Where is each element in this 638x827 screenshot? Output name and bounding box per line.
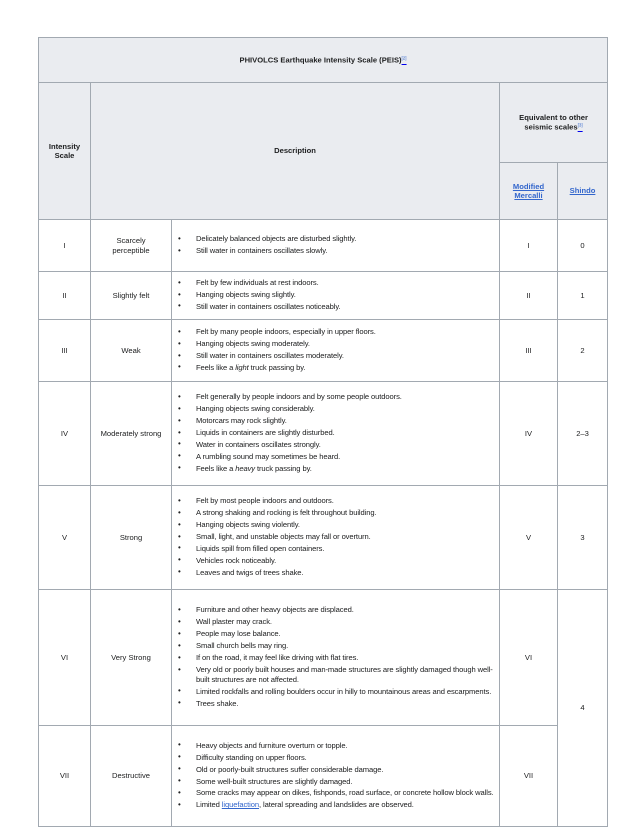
effect-item: • Felt by many people indoors, especially in upper floors. (176, 327, 495, 336)
effect-item: • Felt by most people indoors and outdoors. (176, 496, 495, 505)
intensity-name-cell: Weak (91, 320, 172, 382)
effect-item: • People may lose balance. (176, 629, 495, 638)
table-row (39, 382, 608, 486)
intensity-name-cell: Scarcely perceptible (91, 220, 172, 272)
table-row (39, 726, 608, 827)
effect-item: • Furniture and other heavy objects are displaced. (176, 605, 495, 614)
effects-list (176, 278, 495, 311)
intensity-name-cell: Destructive (91, 726, 172, 827)
effect-item: • Small church bells may ring. (176, 641, 495, 650)
effect-text: Feels like a (196, 463, 236, 473)
shindo-cell: 0 (558, 220, 608, 272)
effect-item: • Limited rockfalls and rolling boulders occur in hilly to mountainous areas and escarpments. (176, 687, 495, 696)
effects-list (176, 605, 495, 708)
shindo-link[interactable]: Shindo (569, 186, 596, 196)
mercalli-cell: VI (500, 590, 558, 726)
effect-item: • Very old or poorly built houses and man-made structures are slightly damaged though well-built structures are not affected. (176, 665, 495, 684)
effect-item: • Hanging objects swing slightly. (176, 290, 495, 299)
intensity-name-cell: Strong (91, 486, 172, 590)
effect-item: • Water in containers oscillates strongly. (176, 440, 495, 449)
intensity-scale-cell: VI (39, 590, 91, 726)
intensity-scale-table (38, 37, 608, 827)
shindo-cell: 3 (558, 486, 608, 590)
effect-item: • Some well-built structures are slightly damaged. (176, 777, 495, 786)
table-row (39, 272, 608, 320)
effects-list (176, 392, 495, 473)
mercalli-cell: VII (500, 726, 558, 827)
effect-item: • Old or poorly-built structures suffer considerable damage. (176, 765, 495, 774)
effect-item: • Motorcars may rock slightly. (176, 416, 495, 425)
intensity-scale-cell: IV (39, 382, 91, 486)
effect-item: • Difficulty standing on upper floors. (176, 753, 495, 762)
effect-item: • If on the road, it may feel like driving with flat tires. (176, 653, 495, 662)
effect-text: truck passing by. (248, 362, 306, 372)
table-row (39, 220, 608, 272)
table-row (39, 320, 608, 382)
effect-text: truck passing by. (254, 463, 312, 473)
header-equivalent-scales: Equivalent to other seismic scales[3] (500, 83, 608, 163)
description-cell (172, 486, 500, 590)
effect-item: • A strong shaking and rocking is felt throughout building. (176, 508, 495, 517)
effect-item (176, 363, 495, 372)
effect-item: • Hanging objects swing moderately. (176, 339, 495, 348)
intensity-scale-cell: III (39, 320, 91, 382)
effect-item: • Delicately balanced objects are disturbed slightly. (176, 234, 495, 243)
effect-text: Feels like a (196, 362, 236, 372)
mercalli-cell: V (500, 486, 558, 590)
effect-text: Limited (196, 800, 222, 810)
modified-mercalli-link[interactable]: Modified Mercalli (512, 181, 545, 201)
effect-item (176, 800, 495, 809)
shindo-cell: 1 (558, 272, 608, 320)
effect-item: • Heavy objects and furniture overturn or topple. (176, 741, 495, 750)
table-body (39, 220, 608, 827)
effect-emphasis: light (235, 362, 249, 372)
effect-item: • Vehicles rock noticeably. (176, 556, 495, 565)
mercalli-cell: III (500, 320, 558, 382)
mercalli-cell: II (500, 272, 558, 320)
intensity-name-cell: Moderately strong (91, 382, 172, 486)
intensity-name-cell: Slightly felt (91, 272, 172, 320)
table-title-text: PHIVOLCS Earthquake Intensity Scale (PEIS) (239, 55, 402, 65)
shindo-cell: 2–3 (558, 382, 608, 486)
effect-item: • Some cracks may appear on dikes, fishponds, road surface, or concrete hollow block walls. (176, 788, 495, 797)
effect-item: • Liquids spill from filled open containers. (176, 544, 495, 553)
effect-text: , lateral spreading and landslides are observed. (259, 800, 414, 810)
effect-item: • Felt generally by people indoors and by some people outdoors. (176, 392, 495, 401)
header-intensity-scale: Intensity Scale (39, 83, 91, 220)
mercalli-cell: IV (500, 382, 558, 486)
equivalent-reference-link[interactable]: [3] (577, 122, 583, 128)
description-cell (172, 320, 500, 382)
effect-item: • Wall plaster may crack. (176, 617, 495, 626)
title-reference-link[interactable]: [2] (401, 54, 407, 60)
description-cell (172, 590, 500, 726)
intensity-scale-cell: V (39, 486, 91, 590)
table-title (39, 38, 608, 83)
effect-item: • Still water in containers oscillates slowly. (176, 246, 495, 255)
effect-item: • Felt by few individuals at rest indoors. (176, 278, 495, 287)
effect-item: • Hanging objects swing considerably. (176, 404, 495, 413)
effects-list (176, 741, 495, 810)
effect-item: • Liquids in containers are slightly disturbed. (176, 428, 495, 437)
shindo-cell: 2 (558, 320, 608, 382)
effects-list (176, 234, 495, 255)
effects-list (176, 496, 495, 577)
mercalli-cell: I (500, 220, 558, 272)
intensity-scale-cell: II (39, 272, 91, 320)
table-row (39, 590, 608, 726)
description-cell (172, 272, 500, 320)
effect-emphasis: heavy (235, 463, 255, 473)
intensity-scale-cell: VII (39, 726, 91, 827)
effect-item: • Small, light, and unstable objects may fall or overturn. (176, 532, 495, 541)
description-cell (172, 726, 500, 827)
effect-item (176, 464, 495, 473)
description-cell (172, 220, 500, 272)
table-row (39, 486, 608, 590)
effect-item: • Still water in containers oscillates moderately. (176, 351, 495, 360)
intensity-name-cell: Very Strong (91, 590, 172, 726)
intensity-scale-cell: I (39, 220, 91, 272)
header-shindo (558, 163, 608, 220)
effect-item: • A rumbling sound may sometimes be heard. (176, 452, 495, 461)
description-cell (172, 382, 500, 486)
shindo-cell: 4 (558, 590, 608, 827)
effect-item: • Still water in containers oscillates noticeably. (176, 302, 495, 311)
effect-item: • Hanging objects swing violently. (176, 520, 495, 529)
effects-list (176, 327, 495, 372)
effect-item: • Leaves and twigs of trees shake. (176, 568, 495, 577)
header-description: Description (91, 83, 500, 220)
header-modified-mercalli (500, 163, 558, 220)
liquefaction-link[interactable]: liquefaction (221, 800, 260, 810)
effect-item: • Trees shake. (176, 699, 495, 708)
